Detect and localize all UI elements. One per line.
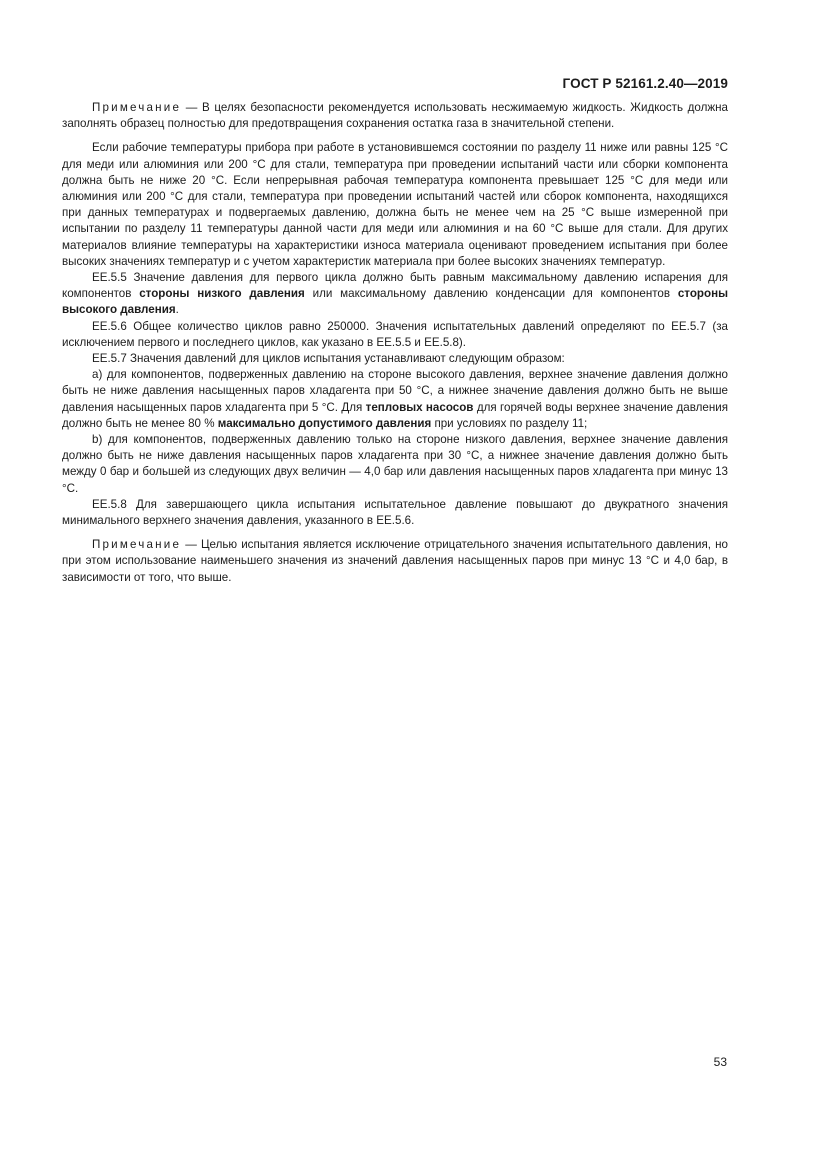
clause-ee-5-5: [62, 270, 728, 319]
clause-ee-5-7: EE.5.7 Значения давлений для циклов испытания устанавливают следующим образом:: [92, 352, 565, 366]
clause-ee-5-7-b: b) для компонентов, подверженных давлению только на стороне низкого давления, верхнее значение давления должно быть не ниже давления насыщенных паров хладагента при 30 °C, а нижнее значение давления должно быть между 0 бар и большей из следующих двух величин — 4,0 бар или давления насыщенных паров хладагента при минус 13 °C.: [62, 433, 728, 495]
clause-ee-5-5-text-3: .: [175, 303, 179, 317]
document-id: ГОСТ Р 52161.2.40—2019: [562, 76, 728, 91]
clause-ee-5-5-text-1: EE.5.5 Значение давления для первого цикла должно быть равным максимальному давлению испарения для компонентов: [62, 271, 728, 301]
clause-ee-5-5-text-2: или максимальному давлению конденсации для компонентов: [304, 287, 678, 301]
note-2-text: — Целью испытания является исключение отрицательного значения испытательного давления, но при этом использование наименьшего значения из значений давления насыщенных паров при минус 13 °C и 4,0 бар, в зависимости от того, что выше.: [62, 538, 728, 584]
term-max-allowable-pressure: максимально допустимого давления: [217, 416, 432, 430]
term-heat-pumps: тепловых насосов: [365, 400, 474, 414]
clause-ee-5-7-a: [62, 367, 728, 432]
clause-ee-5-8: EE.5.8 Для завершающего цикла испытания испытательное давление повышают до двукратного значения минимального верхнего значения давления, указанного в EE.5.6.: [62, 497, 728, 528]
clause-ee-5-7-a-text-3: при условиях по разделу 11;: [431, 416, 588, 430]
term-low-pressure-side: стороны низкого давления: [139, 287, 305, 301]
term-high-pressure-side: стороны высокого давления: [62, 287, 728, 317]
page-number: 53: [713, 1055, 727, 1069]
paragraph-temperature: Если рабочие температуры прибора при работе в установившемся состоянии по разделу 11 ниже или равны 125 °C для меди или алюминия или 200 °C для стали, температура при проведении испытаний части или сборки компонента должна быть не ниже 20 °C. Если непрерывная рабочая температура компонента превышает 125 °C для меди или алюминия или 200 °C для стали, температура при проведении испытаний частей или сборок компонента, находящихся при данных температурах и подвергаемых давлению, должна быть не менее чем на 25 °C выше измеренной при испытании по разделу 11 температуры данной части для меди или алюминия и на 60 °C выше для стали. Для других материалов влияние температуры на характеристики износа материала оценивают проведением испытания при более высоких значениях температур и с учетом характеристик материала при более высоких значениях температур.: [62, 141, 728, 268]
note-1: [62, 100, 728, 132]
page-body: [62, 100, 728, 586]
clause-ee-5-7-a-text-1: a) для компонентов, подверженных давлению на стороне высокого давления, верхнее значение давления должно быть не ниже давления насыщенных паров хладагента при 50 °C, а нижнее значение давления должно быть не выше давления насыщенных паров хладагента при 5 °C. Для: [62, 368, 728, 414]
clause-ee-5-6: EE.5.6 Общее количество циклов равно 250000. Значения испытательных давлений определяют по EE.5.7 (за исключением первого и последнего циклов, как указано в EE.5.5 и EE.5.8).: [62, 319, 728, 349]
clause-ee-5-7-a-text-2: для горячей воды верхнее значение давления должно быть не менее 80 %: [62, 400, 728, 430]
note-1-text: — В целях безопасности рекомендуется использовать несжимаемую жидкость. Жидкость должна заполнять образец полностью для предотвращения сохранения остатка газа в значительной степени.: [62, 101, 728, 131]
note-2: [62, 537, 728, 586]
note-2-label: Примечание: [92, 538, 182, 552]
note-1-label: Примечание: [92, 101, 182, 114]
